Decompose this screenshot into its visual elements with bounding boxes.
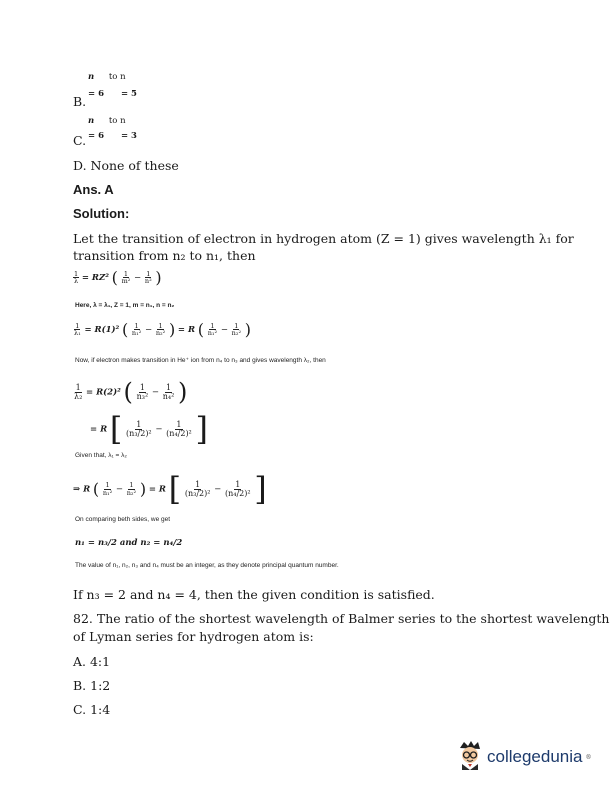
eq3-f1: $\frac{1}{\text{n₃²}}$: [136, 382, 149, 401]
eq2-f1: $\frac{1}{\text{n₁²}}$: [131, 321, 142, 337]
equation-2: $\frac{1}{\text{λ₁}}$ = R(1)² ( $\frac{1}{\text{n₁²}}$ − $\frac{1}{\text{n₂²}}$ ) = R ( $\frac{1}{\text{n₁²}}$ − $\frac{1}{\text{n₂²}}$ ): [74, 320, 252, 339]
value-line: The value of n₁, n₂, n₃ and n₄ must be an integer, as they denote principal quantum number.: [75, 562, 339, 569]
option-c-letter: C.: [73, 133, 87, 148]
collegedunia-logo: [456, 740, 591, 774]
answer-label: Ans. A: [73, 182, 114, 197]
equation-6: n₁ = n₃/2 and n₂ = n₄/2: [75, 538, 183, 548]
option-b-val2: = 5: [120, 89, 137, 99]
brand-name: collegedunia: [487, 747, 583, 766]
equation-3: $\frac{1}{\text{λ₂}}$ = R(2)² ( $\frac{1}{\text{n₃²}}$ − $\frac{1}{\text{n₄²}}$ ): [74, 378, 188, 406]
equation-4: = R [ $\frac{1}{\text{(n₃/2)²}}$ − $\frac{1}{\text{(n₄/2)²}}$ ]: [90, 410, 208, 448]
option-b-val1: = 6: [88, 89, 104, 99]
eq5-arrow: ⇒ R: [73, 484, 91, 495]
equation-5: ⇒ R ( $\frac{1}{\text{n₁²}}$ − $\frac{1}{\text{n₂²}}$ ) = R [ $\frac{1}{\text{(n₃/2)²}}$ − $\frac{1}{\text{(n₄/2)²}}$ ]: [73, 470, 267, 508]
q82-option-a: A. 4:1: [73, 654, 111, 669]
now-line: Now, if electron makes transition in He⁺ ion from n₄ to n₃ and gives wavelength λ₂, then: [75, 357, 326, 364]
eq1-mid: = RZ²: [81, 273, 109, 283]
equation-1: $\frac{1}{\lambda}$ = RZ² ( $\frac{1}{\text{m²}}$ − $\frac{1}{\text{n²}}$ ): [74, 268, 162, 287]
option-c-to: to n: [108, 116, 126, 126]
eq5-g1: $\frac{1}{\text{(n₃/2)²}}$: [184, 479, 211, 498]
eq3-mid: = R(2)²: [85, 387, 121, 398]
eq5-mid: = R: [148, 484, 166, 495]
eq1-f2: $\frac{1}{\text{n²}}$: [144, 269, 152, 285]
eq2-f2: $\frac{1}{\text{n₂²}}$: [155, 321, 166, 337]
q82-option-c: C. 1:4: [73, 702, 111, 717]
eq3-lhs: $\frac{1}{\text{λ₂}}$: [74, 382, 83, 401]
option-c-values: [88, 131, 137, 141]
eq2-g1: $\frac{1}{\text{n₁²}}$: [207, 321, 218, 337]
eq1-f1: $\frac{1}{\text{m²}}$: [121, 269, 131, 285]
option-b-n-row: [88, 72, 126, 82]
eq5-f1: $\frac{1}{\text{n₁²}}$: [102, 481, 113, 497]
solution-text-2: transition from n₂ to n₁, then: [73, 248, 256, 263]
eq4-f2: $\frac{1}{\text{(n₄/2)²}}$: [166, 419, 192, 438]
comparing-line: On comparing beth sides, we get: [75, 516, 171, 523]
option-b-values: [88, 89, 137, 99]
option-b-to: to n: [108, 72, 126, 82]
brand-trademark: ®: [585, 753, 592, 761]
option-c-n: n: [88, 116, 95, 126]
option-c-n-row: [88, 116, 126, 126]
option-b-n: n: [88, 72, 95, 82]
question-82-line-1: 82. The ratio of the shortest wavelength of Balmer series to the shortest wavelength: [73, 611, 610, 626]
solution-label: Solution:: [73, 206, 130, 221]
eq2-lhs: $\frac{1}{\text{λ₁}}$: [74, 321, 81, 337]
eq4-mid: = R: [90, 424, 108, 435]
eq5-f2: $\frac{1}{\text{n₂²}}$: [126, 481, 137, 497]
option-c-val1: = 6: [88, 131, 104, 141]
eq2-g2: $\frac{1}{\text{n₂²}}$: [231, 321, 242, 337]
eq3-f2: $\frac{1}{\text{n₄²}}$: [162, 382, 175, 401]
q82-option-b: B. 1:2: [73, 678, 111, 693]
eq1-lhs: $\frac{1}{\lambda}$: [74, 269, 79, 285]
eq2-mid2: = R: [177, 325, 196, 335]
solution-text-1: Let the transition of electron in hydrogen atom (Z = 1) gives wavelength λ₁ for: [73, 231, 574, 246]
mascot-icon: [456, 740, 484, 774]
option-d: D. None of these: [73, 158, 179, 173]
option-c-val2: = 3: [120, 131, 137, 141]
eq5-g2: $\frac{1}{\text{(n₄/2)²}}$: [224, 479, 251, 498]
option-b-letter: B.: [73, 94, 87, 109]
eq4-f1: $\frac{1}{\text{(n₃/2)²}}$: [126, 419, 152, 438]
here-line: Here, λ = λ₁, Z = 1, m = n₁, n = n₂: [75, 302, 175, 309]
conclusion-line: If n₃ = 2 and n₄ = 4, then the given condition is satisfied.: [73, 587, 435, 602]
given-line: Given that, λ₁ = λ₂: [75, 452, 127, 459]
eq2-mid: = R(1)²: [84, 325, 120, 335]
question-82-line-2: of Lyman series for hydrogen atom is:: [73, 629, 314, 644]
